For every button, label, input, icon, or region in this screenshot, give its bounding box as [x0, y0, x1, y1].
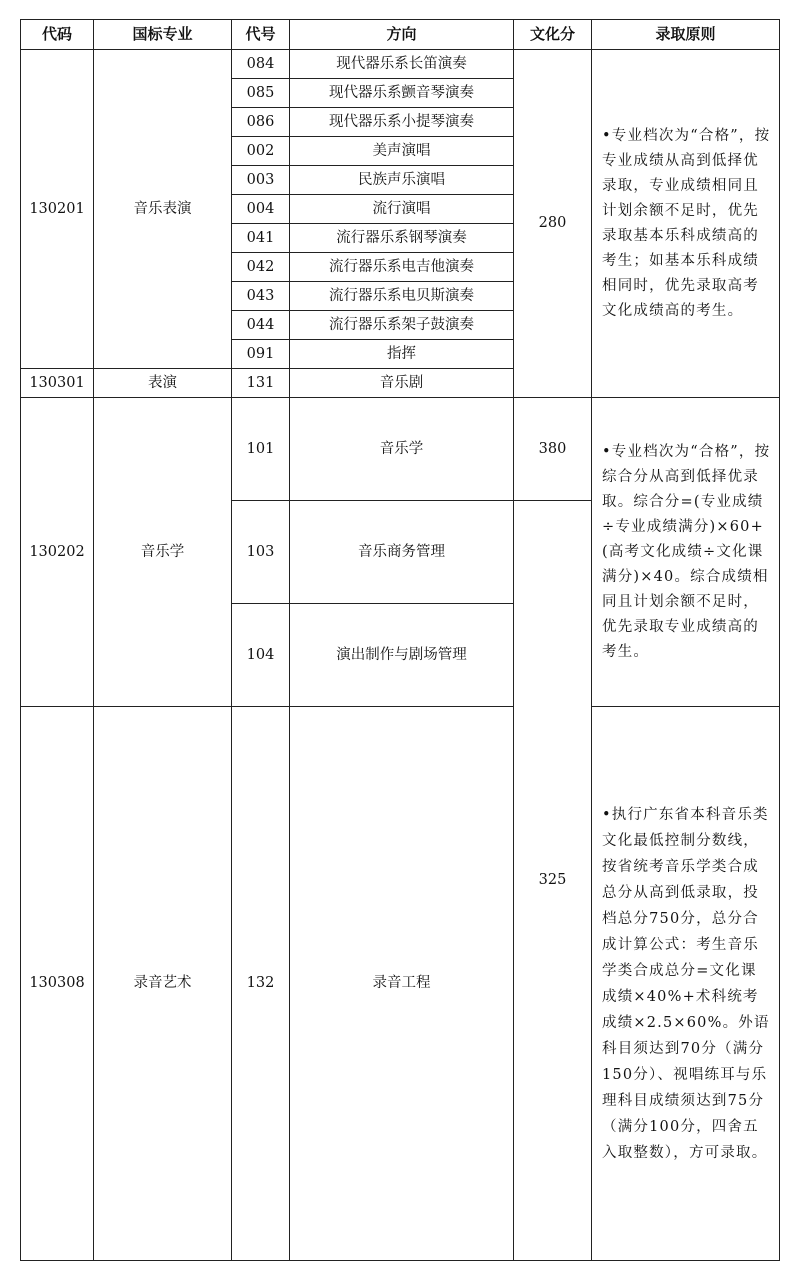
direction-name-cell: 美声演唱: [290, 137, 514, 166]
header-score: 文化分: [514, 20, 592, 50]
major-name-cell: 表演: [94, 369, 232, 398]
header-rule: 录取原则: [592, 20, 780, 50]
admission-rule-cell: •专业档次为“合格”，按综合分从高到低择优录取。综合分=(专业成绩÷专业成绩满分)×60+(高考文化成绩÷文化课满分)×40。综合成绩相同且计划余额不足时，优先录取专业成绩高的考生。: [592, 398, 780, 707]
direction-name-cell: 指挥: [290, 340, 514, 369]
direction-name-cell: 民族声乐演唱: [290, 166, 514, 195]
direction-num-cell: 085: [232, 79, 290, 108]
direction-name-cell: 音乐剧: [290, 369, 514, 398]
direction-num-cell: 042: [232, 253, 290, 282]
table-row: [21, 398, 780, 501]
header-direction: 方向: [290, 20, 514, 50]
direction-name-cell: 流行演唱: [290, 195, 514, 224]
major-code-cell: 130301: [21, 369, 94, 398]
major-code-cell: 130308: [21, 707, 94, 1261]
major-name-cell: 音乐学: [94, 398, 232, 707]
direction-name-cell: 现代器乐系长笛演奏: [290, 50, 514, 79]
direction-num-cell: 002: [232, 137, 290, 166]
direction-name-cell: 演出制作与剧场管理: [290, 604, 514, 707]
direction-name-cell: 音乐商务管理: [290, 501, 514, 604]
direction-num-cell: 101: [232, 398, 290, 501]
culture-score-cell: 325: [514, 501, 592, 1261]
direction-num-cell: 131: [232, 369, 290, 398]
direction-num-cell: 004: [232, 195, 290, 224]
header-code: 代码: [21, 20, 94, 50]
direction-name-cell: 流行器乐系架子鼓演奏: [290, 311, 514, 340]
admission-table-wrapper: [20, 19, 780, 1261]
direction-num-cell: 086: [232, 108, 290, 137]
header-major: 国标专业: [94, 20, 232, 50]
direction-num-cell: 104: [232, 604, 290, 707]
admission-rules-table: [20, 19, 780, 1261]
direction-num-cell: 043: [232, 282, 290, 311]
direction-name-cell: 流行器乐系电吉他演奏: [290, 253, 514, 282]
culture-score-cell: 380: [514, 398, 592, 501]
direction-num-cell: 041: [232, 224, 290, 253]
table-row: [21, 50, 780, 79]
direction-name-cell: 流行器乐系电贝斯演奏: [290, 282, 514, 311]
major-code-cell: 130201: [21, 50, 94, 369]
table-row: [21, 707, 780, 1261]
direction-num-cell: 132: [232, 707, 290, 1261]
admission-rule-cell: •专业档次为“合格”，按专业成绩从高到低择优录取，专业成绩相同且计划余额不足时，优先录取基本乐科成绩高的考生；如基本乐科成绩相同时，优先录取高考文化成绩高的考生。: [592, 50, 780, 398]
direction-name-cell: 流行器乐系钢琴演奏: [290, 224, 514, 253]
direction-name-cell: 录音工程: [290, 707, 514, 1261]
major-name-cell: 音乐表演: [94, 50, 232, 369]
admission-rule-cell: •执行广东省本科音乐类文化最低控制分数线，按省统考音乐学类合成总分从高到低录取，投档总分750分，总分合成计算公式：考生音乐学类合成总分=文化课成绩×40%+术科统考成绩×2.5×60%。外语科目须达到70分（满分150分）、视唱练耳与乐理科目成绩须达到75分（满分100分，四舍五入取整数），方可录取。: [592, 707, 780, 1261]
culture-score-cell: 280: [514, 50, 592, 398]
direction-num-cell: 044: [232, 311, 290, 340]
major-name-cell: 录音艺术: [94, 707, 232, 1261]
direction-num-cell: 003: [232, 166, 290, 195]
direction-name-cell: 音乐学: [290, 398, 514, 501]
direction-name-cell: 现代器乐系颤音琴演奏: [290, 79, 514, 108]
header-num: 代号: [232, 20, 290, 50]
header-row: [21, 20, 780, 50]
direction-num-cell: 084: [232, 50, 290, 79]
direction-num-cell: 103: [232, 501, 290, 604]
major-code-cell: 130202: [21, 398, 94, 707]
direction-num-cell: 091: [232, 340, 290, 369]
direction-name-cell: 现代器乐系小提琴演奏: [290, 108, 514, 137]
